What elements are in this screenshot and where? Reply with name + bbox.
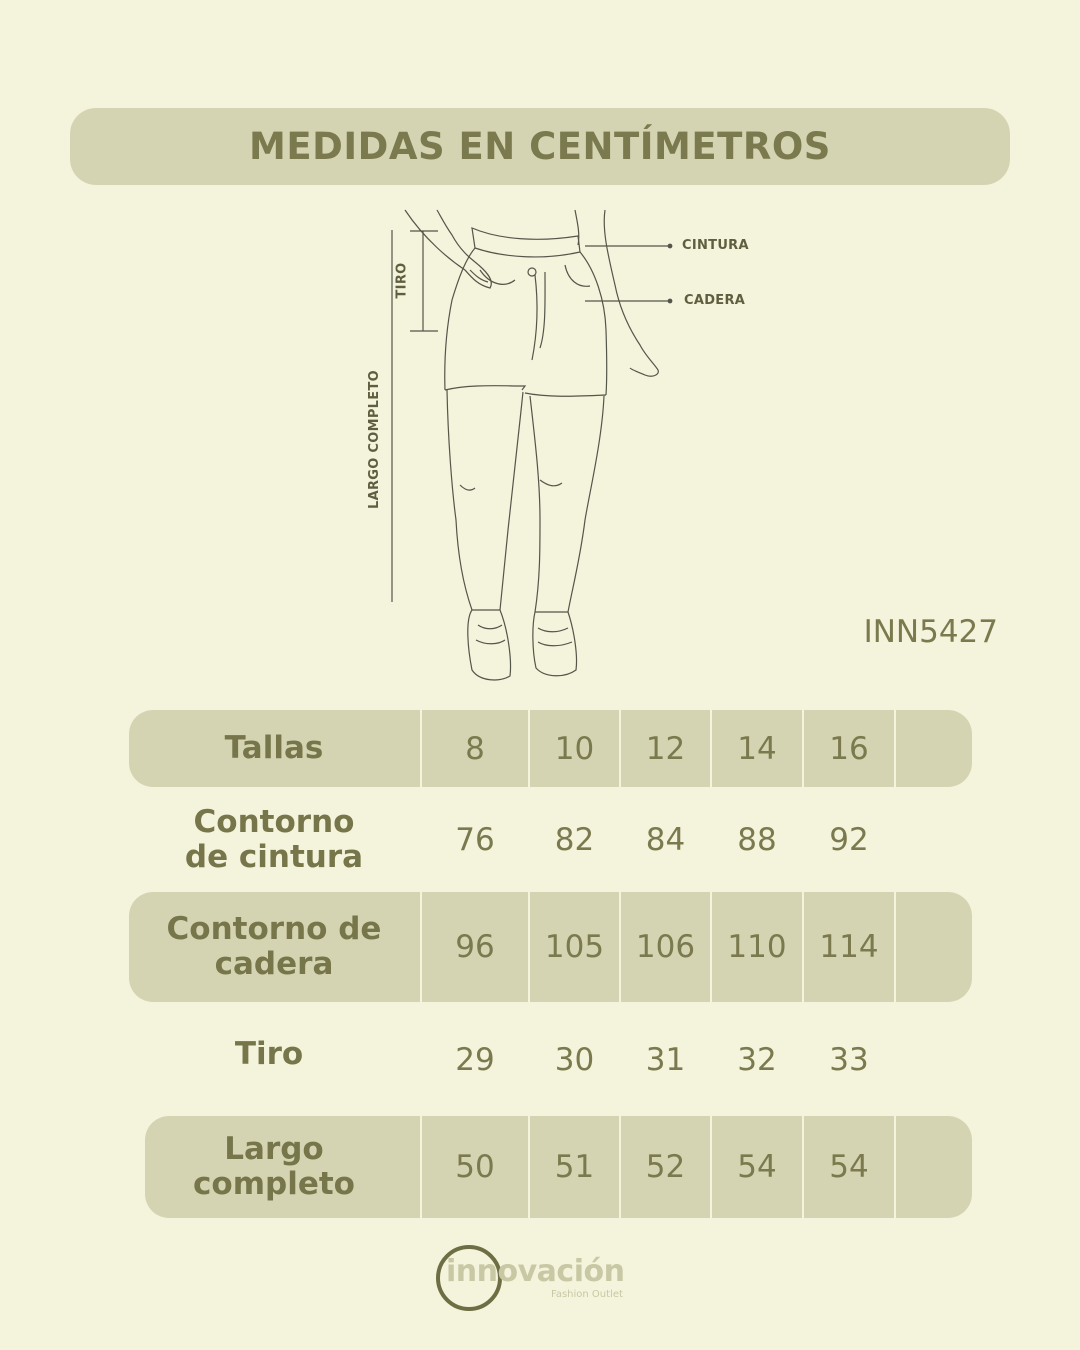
table-row-tiro — [129, 1015, 972, 1105]
table-cell: 12 — [645, 730, 686, 767]
table-cell: 76 — [455, 822, 495, 858]
column-divider — [894, 1116, 896, 1218]
table-cell: 52 — [645, 1149, 686, 1185]
shorts-figure — [340, 200, 780, 690]
table-cell: 96 — [455, 929, 495, 965]
cadera-label: CADERA — [684, 293, 746, 308]
table-cell: 31 — [645, 1042, 686, 1078]
row-label: Contorno de cadera — [166, 911, 382, 982]
table-row-tallas — [129, 710, 972, 787]
table-cell: 54 — [737, 1149, 777, 1185]
title-bar — [70, 108, 1010, 185]
table-cell: 84 — [645, 822, 686, 858]
row-label: Tiro — [234, 1036, 304, 1072]
product-code: INN5427 — [863, 614, 998, 650]
table-cell: 32 — [737, 1042, 777, 1078]
table-cell: 51 — [554, 1149, 595, 1185]
largo-completo-label: LARGO COMPLETO — [366, 370, 382, 509]
brand-logo — [436, 1245, 636, 1310]
table-cell: 114 — [819, 929, 879, 965]
row-label: Tallas — [224, 730, 324, 766]
logo-wordmark: innovación — [446, 1254, 625, 1289]
table-cell: 16 — [829, 730, 869, 767]
row-label: Largo completo — [193, 1131, 355, 1202]
table-cell: 88 — [737, 822, 777, 858]
table-row-largo — [145, 1116, 972, 1218]
table-cell: 92 — [829, 822, 869, 858]
table-cell: 14 — [737, 730, 777, 767]
table-cell: 106 — [635, 929, 696, 965]
table-cell: 82 — [554, 822, 595, 858]
table-row-cadera — [129, 892, 972, 1002]
table-cell: 50 — [455, 1149, 495, 1185]
table-cell: 33 — [829, 1042, 869, 1078]
table-cell: 54 — [829, 1149, 869, 1185]
logo-tagline: Fashion Outlet — [551, 1289, 623, 1300]
column-divider — [894, 892, 896, 1002]
table-row-cintura — [129, 795, 972, 885]
table-cell: 29 — [455, 1042, 495, 1078]
row-label: Contorno de cintura — [184, 804, 364, 875]
cintura-label: CINTURA — [682, 238, 749, 253]
table-cell: 105 — [544, 929, 605, 965]
table-cell: 30 — [554, 1042, 595, 1078]
tiro-label: TIRO — [394, 262, 410, 299]
page-title: MEDIDAS EN CENTÍMETROS — [249, 125, 831, 168]
column-divider — [894, 710, 896, 787]
table-cell: 10 — [554, 730, 595, 767]
table-cell: 110 — [727, 929, 787, 965]
table-cell: 8 — [465, 730, 485, 767]
